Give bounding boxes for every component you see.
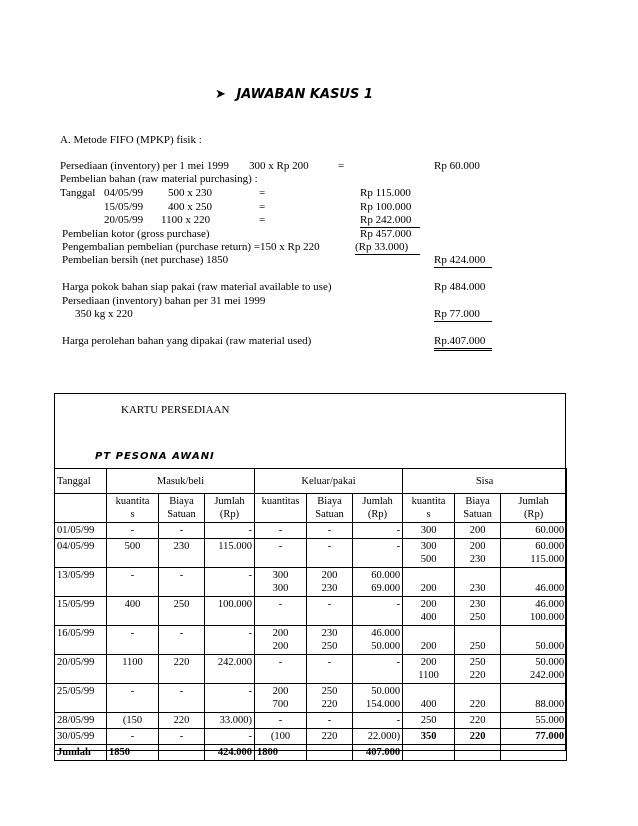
cell-sisa-qty: 200 400 <box>403 597 455 626</box>
page-heading <box>215 88 373 101</box>
table-row <box>55 713 567 729</box>
purchasing-label: Pembelian bahan (raw material purchasing) : <box>60 173 258 185</box>
cell-sisa-cost: 250 220 <box>455 655 501 684</box>
cell-masuk-cost: 250 <box>159 597 205 626</box>
sub-masuk-biaya: Biaya Satuan <box>159 494 205 523</box>
cell-keluar-qty: - <box>255 539 307 568</box>
cell-keluar-cost: 230 250 <box>307 626 353 655</box>
sub-sisa-kuantitas: kuantita s <box>403 494 455 523</box>
cell-date: 25/05/99 <box>55 684 107 713</box>
cell-masuk-cost: 230 <box>159 539 205 568</box>
group-header-row <box>55 469 567 494</box>
cell-sisa-qty: 300 500 <box>403 539 455 568</box>
company-name: PT PESONA AWANI <box>95 451 215 462</box>
purchase-2-value: Rp 100.000 <box>360 201 412 213</box>
ending-value: Rp 77.000 <box>434 308 492 322</box>
cell-date: 13/05/99 <box>55 568 107 597</box>
purchase-1-date: 04/05/99 <box>104 187 144 199</box>
cell-masuk-cost: - <box>159 568 205 597</box>
cell-keluar-qty: 1800 <box>255 745 307 761</box>
ending-label: Persediaan (inventory) bahan per 31 mei 1999 <box>62 295 266 307</box>
cell-masuk-total: - <box>205 568 255 597</box>
used-label: Harga perolehan bahan yang dipakai (raw material used) <box>62 335 312 347</box>
cell-keluar-qty: 200 200 <box>255 626 307 655</box>
table-row <box>55 655 567 684</box>
cell-masuk-qty: - <box>107 626 159 655</box>
table-row <box>55 729 567 745</box>
cell-sisa-total: 46.000 100.000 <box>501 597 567 626</box>
cell-sisa-qty: 300 <box>403 523 455 539</box>
cell-sisa-total: 50.000 242.000 <box>501 655 567 684</box>
cell-sisa-total <box>501 745 567 761</box>
cell-keluar-qty: 300 300 <box>255 568 307 597</box>
cell-sisa-total: 50.000 <box>501 626 567 655</box>
cell-masuk-qty: - <box>107 729 159 745</box>
sub-keluar-biaya: Biaya Satuan <box>307 494 353 523</box>
inventory-eq: = <box>338 160 345 172</box>
cell-sisa-total: 77.000 <box>501 729 567 745</box>
cell-sisa-cost: 220 <box>455 713 501 729</box>
net-value: Rp 424.000 <box>434 254 492 268</box>
cell-masuk-qty: 1100 <box>107 655 159 684</box>
cell-sisa-cost: 220 <box>455 729 501 745</box>
total-row <box>55 745 567 761</box>
cell-keluar-cost: 250 220 <box>307 684 353 713</box>
cell-masuk-total: 424.000 <box>205 745 255 761</box>
sub-sisa-jumlah: Jumlah (Rp) <box>501 494 567 523</box>
cell-sisa-qty: 400 <box>403 684 455 713</box>
gross-label: Pembelian kotor (gross purchase) <box>62 228 210 240</box>
return-value: (Rp 33.000) <box>355 241 420 255</box>
net-label: Pembelian bersih (net purchase) 1850 <box>62 254 229 266</box>
cell-masuk-cost: - <box>159 523 205 539</box>
purchase-2-calc: 400 x 250 <box>168 201 212 213</box>
cell-date: 15/05/99 <box>55 597 107 626</box>
cell-keluar-cost: 200 230 <box>307 568 353 597</box>
cell-date: 28/05/99 <box>55 713 107 729</box>
cell-masuk-qty: 1850 <box>107 745 159 761</box>
cell-masuk-cost: - <box>159 729 205 745</box>
group-sisa: Sisa <box>403 469 567 494</box>
cell-keluar-total: 22.000) <box>353 729 403 745</box>
cell-keluar-cost: - <box>307 655 353 684</box>
cell-keluar-qty: (100 <box>255 729 307 745</box>
return-label: Pengembalian pembelian (purchase return) =150 x Rp 220 <box>62 241 320 253</box>
cell-date: 30/05/99 <box>55 729 107 745</box>
inventory-label: Persediaan (inventory) per 1 mei 1999 <box>60 160 229 172</box>
purchase-3-calc: 1100 x 220 <box>161 214 211 226</box>
cell-masuk-qty: 500 <box>107 539 159 568</box>
cell-masuk-qty: - <box>107 568 159 597</box>
cell-keluar-qty: 200 700 <box>255 684 307 713</box>
arrow-bullet-icon: ➤ <box>215 87 226 102</box>
sub-keluar-jumlah: Jumlah (Rp) <box>353 494 403 523</box>
sub-masuk-kuantitas: kuantita s <box>107 494 159 523</box>
cell-keluar-qty: - <box>255 655 307 684</box>
method-title: A. Metode FIFO (MPKP) fisik : <box>60 134 202 146</box>
cell-keluar-cost: - <box>307 597 353 626</box>
cell-masuk-qty: (150 <box>107 713 159 729</box>
cell-keluar-cost: - <box>307 539 353 568</box>
cell-keluar-qty: - <box>255 713 307 729</box>
group-keluar: Keluar/pakai <box>255 469 403 494</box>
inventory-calc: 300 x Rp 200 <box>249 160 309 172</box>
cell-keluar-total: - <box>353 713 403 729</box>
cell-keluar-total: 407.000 <box>353 745 403 761</box>
cell-sisa-qty: 200 1100 <box>403 655 455 684</box>
cell-keluar-cost: - <box>307 713 353 729</box>
available-label: Harga pokok bahan siap pakai (raw material available to use) <box>62 281 332 293</box>
gross-value: Rp 457.000 <box>360 228 412 240</box>
cell-masuk-qty: - <box>107 523 159 539</box>
cell-sisa-total: 60.000 <box>501 523 567 539</box>
cell-date: Jumlah <box>55 745 107 761</box>
cell-masuk-cost: 220 <box>159 655 205 684</box>
cell-sisa-qty: 250 <box>403 713 455 729</box>
cell-masuk-total: 115.000 <box>205 539 255 568</box>
available-value: Rp 484.000 <box>434 281 486 293</box>
cell-date: 01/05/99 <box>55 523 107 539</box>
cell-sisa-cost <box>455 745 501 761</box>
cell-masuk-total: - <box>205 729 255 745</box>
cell-date: 20/05/99 <box>55 655 107 684</box>
inventory-value: Rp 60.000 <box>434 160 480 172</box>
cell-keluar-total: 60.000 69.000 <box>353 568 403 597</box>
cell-sisa-total: 46.000 <box>501 568 567 597</box>
purchase-1-value: Rp 115.000 <box>360 187 411 199</box>
cell-masuk-total: 100.000 <box>205 597 255 626</box>
cell-masuk-cost: - <box>159 684 205 713</box>
cell-keluar-qty: - <box>255 523 307 539</box>
cell-masuk-cost: 220 <box>159 713 205 729</box>
cell-masuk-cost: - <box>159 626 205 655</box>
purchase-3-value: Rp 242.000 <box>360 214 420 228</box>
tanggal-label: Tanggal <box>60 187 96 199</box>
cell-keluar-total: 50.000 154.000 <box>353 684 403 713</box>
cell-date: 04/05/99 <box>55 539 107 568</box>
cell-masuk-total: 33.000) <box>205 713 255 729</box>
heading-text: JAWABAN KASUS 1 <box>236 87 373 102</box>
table-row <box>55 523 567 539</box>
stock-card-table <box>54 468 567 761</box>
table-row <box>55 568 567 597</box>
cell-sisa-qty: 200 <box>403 626 455 655</box>
purchase-3-date: 20/05/99 <box>104 214 144 226</box>
cell-keluar-cost <box>307 745 353 761</box>
ending-calc: 350 kg x 220 <box>75 308 133 320</box>
cell-masuk-cost <box>159 745 205 761</box>
cell-sisa-cost: 250 <box>455 626 501 655</box>
cell-date: 16/05/99 <box>55 626 107 655</box>
sub-keluar-kuantitas: kuantitas <box>255 494 307 523</box>
purchase-3-eq: = <box>259 214 266 226</box>
purchase-2-eq: = <box>259 201 266 213</box>
cell-masuk-total: 242.000 <box>205 655 255 684</box>
cell-masuk-qty: 400 <box>107 597 159 626</box>
cell-sisa-qty: 350 <box>403 729 455 745</box>
cell-keluar-total: 46.000 50.000 <box>353 626 403 655</box>
cell-keluar-qty: - <box>255 597 307 626</box>
cell-keluar-total: - <box>353 539 403 568</box>
table-row <box>55 539 567 568</box>
table-row <box>55 626 567 655</box>
sub-empty <box>55 494 107 523</box>
sub-masuk-jumlah: Jumlah (Rp) <box>205 494 255 523</box>
sub-header-row <box>55 494 567 523</box>
cell-sisa-total: 60.000 115.000 <box>501 539 567 568</box>
cell-masuk-total: - <box>205 684 255 713</box>
cell-keluar-total: - <box>353 597 403 626</box>
used-value: Rp.407.000 <box>434 335 492 351</box>
cell-sisa-cost: 200 230 <box>455 539 501 568</box>
cell-masuk-qty: - <box>107 684 159 713</box>
card-title: KARTU PERSEDIAAN <box>121 404 230 416</box>
cell-masuk-total: - <box>205 626 255 655</box>
purchase-1-eq: = <box>259 187 266 199</box>
sub-sisa-biaya: Biaya Satuan <box>455 494 501 523</box>
cell-sisa-cost: 230 <box>455 568 501 597</box>
table-row <box>55 684 567 713</box>
col-tanggal: Tanggal <box>55 469 107 494</box>
cell-sisa-qty <box>403 745 455 761</box>
cell-masuk-total: - <box>205 523 255 539</box>
cell-sisa-cost: 230 250 <box>455 597 501 626</box>
purchase-1-calc: 500 x 230 <box>168 187 212 199</box>
cell-keluar-total: - <box>353 523 403 539</box>
purchase-2-date: 15/05/99 <box>104 201 144 213</box>
cell-sisa-cost: 200 <box>455 523 501 539</box>
cell-sisa-total: 88.000 <box>501 684 567 713</box>
cell-sisa-total: 55.000 <box>501 713 567 729</box>
cell-keluar-total: - <box>353 655 403 684</box>
group-masuk: Masuk/beli <box>107 469 255 494</box>
cell-sisa-cost: 220 <box>455 684 501 713</box>
cell-keluar-cost: 220 <box>307 729 353 745</box>
cell-sisa-qty: 200 <box>403 568 455 597</box>
cell-keluar-cost: - <box>307 523 353 539</box>
table-row <box>55 597 567 626</box>
